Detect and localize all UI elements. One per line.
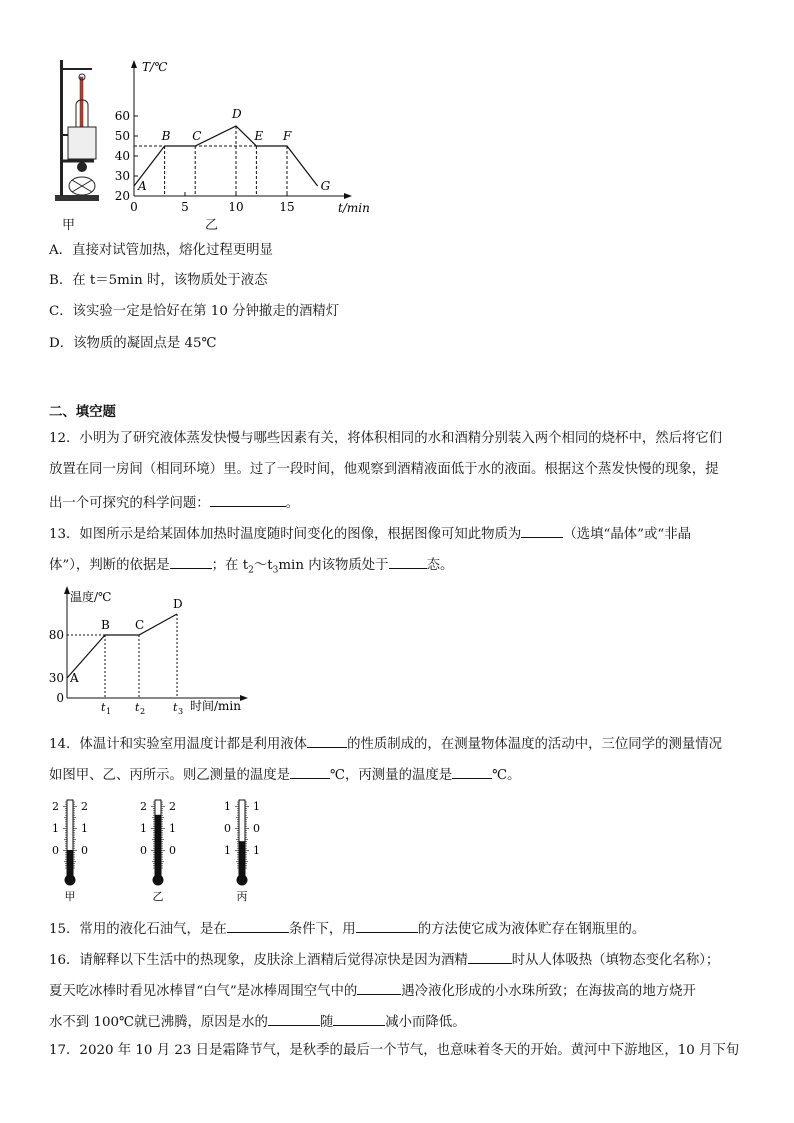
temperature-time-chart: [112, 58, 374, 218]
q14-line-2: [49, 764, 521, 785]
x-tick-sub-2: 2: [140, 707, 146, 716]
thermometer-2-right-label-2: 0: [169, 844, 176, 857]
q16-text-3: 夏天吃冰棒时看见冰棒冒“白气”是冰棒周围空气中的: [49, 984, 358, 999]
y-tick-label-0: 0: [56, 691, 64, 705]
thermometer-liquid: [239, 841, 245, 876]
thermometer-liquid: [67, 850, 73, 876]
thermometer-2: [140, 800, 176, 903]
section-title: 二、填空题: [49, 404, 116, 420]
q11-option-d: D．该物质的凝固点是 45℃: [49, 336, 217, 351]
q12-text: 出一个可探究的科学问题：: [49, 496, 210, 511]
thermometer-1-right-label-2: 0: [81, 844, 88, 857]
y-tick-label-30: 30: [114, 169, 130, 183]
thermometer-1-left-label-1: 1: [52, 822, 59, 835]
y-tick-label-30: 30: [48, 671, 64, 685]
q15-blank-2[interactable]: [356, 918, 418, 933]
q13-text-6: min 内该物质处于: [278, 558, 389, 573]
thermometer-1: [52, 800, 88, 903]
q15-text-1: 15．常用的液化石油气，是在: [49, 922, 227, 937]
y-axis-arrow: [131, 60, 137, 68]
x-tick-label-15: 15: [279, 200, 295, 214]
q13-text-3: 体”），判断的依据是: [49, 558, 170, 573]
q15-text-2: 条件下，用: [288, 922, 356, 937]
q16-text-2: 时从人体吸热（填物态变化名称）；: [511, 953, 720, 968]
q14-text-4: ℃，丙测量的温度是: [330, 768, 453, 783]
thermometer-3-right-label-2: 1: [253, 844, 260, 857]
x-tick-sub-1: 1: [106, 707, 112, 716]
thermometer-1-left-label-2: 0: [52, 844, 59, 857]
x-axis-arrow: [240, 695, 248, 701]
thermometer-2-right-label-1: 1: [169, 822, 176, 835]
q15-text-3: 的方法使它成为液体贮存在钢瓶里的。: [417, 922, 646, 937]
q12-end: 。: [285, 496, 300, 511]
point-label-A: A: [138, 179, 147, 193]
thermometer-2-left-label-2: 0: [140, 844, 147, 857]
x-axis-label: t/min: [338, 201, 370, 215]
q12-line-2: 放置在同一房间（相同环境）里。过了一段时间，他观察到酒精液面低于水的液面。根据这个蒸发快慢的现象，提: [49, 462, 719, 477]
q12-line-3: [49, 492, 299, 513]
chart-label: 乙: [205, 218, 219, 233]
q14-text-2: 的性质制成的，在测量物体温度的活动中，三位同学的测量情况: [347, 737, 723, 752]
x-tick-label-0: 0: [130, 200, 138, 214]
point-label-B: B: [161, 129, 171, 143]
heating-series-line: [67, 614, 177, 678]
thermometer-3: [224, 800, 260, 903]
thermometer-3-left-label-2: 1: [224, 844, 231, 857]
point-label-G: G: [320, 179, 331, 193]
x-tick-label-5: 5: [181, 200, 189, 214]
thermometer-3-left-label-0: 1: [224, 800, 231, 813]
q16-text-6: 随: [319, 1015, 334, 1030]
q13-blank-1[interactable]: [521, 523, 563, 538]
thermometer-3-right-label-1: 0: [253, 822, 260, 835]
burner-flame: [77, 162, 87, 172]
x-tick-label-t2: t: [135, 701, 140, 714]
q13-text-7: 态。: [426, 558, 454, 573]
q11-option-b: B．在 t＝5min 时，该物质处于液态: [49, 273, 268, 288]
thermometer-3-label: 丙: [236, 890, 248, 903]
x-tick-label-t3: t: [173, 701, 178, 714]
thermometer-bulb: [153, 875, 164, 886]
q16-line-1: [49, 949, 719, 970]
q12-answer-blank[interactable]: [210, 492, 286, 507]
beaker: [68, 127, 96, 159]
q16-text-4: 遇冷液化形成的小水珠所致；在海拔高的地方烧开: [401, 984, 696, 999]
x-tick-label-t1: t: [101, 701, 106, 714]
q16-blank-3[interactable]: [268, 1011, 320, 1026]
point-label-E: E: [254, 129, 264, 143]
q14-text-3: 如图甲、乙、丙所示。则乙测量的温度是: [49, 768, 291, 783]
thermometer-bulb: [237, 875, 248, 886]
q13-blank-2[interactable]: [170, 554, 212, 569]
q14-text-1: 14．体温计和实验室用温度计都是利用液体: [49, 737, 308, 752]
heating-curve-chart: [48, 584, 258, 720]
point-label-C: C: [135, 618, 145, 632]
x-tick-label-10: 10: [228, 200, 244, 214]
q12-line-1: 12．小明为了研究液体蒸发快慢与哪些因素有关，将体积相同的水和酒精分别装入两个相同的烧杯中，然后将它们: [49, 431, 723, 446]
q16-line-3: [49, 1011, 466, 1032]
thermometer-2-left-label-1: 1: [140, 822, 147, 835]
y-axis-label: 温度/℃: [70, 590, 112, 604]
q13-blank-3[interactable]: [389, 554, 427, 569]
thermometer-2-left-label-0: 2: [140, 800, 147, 813]
q17-line-1: 17．2020 年 10 月 23 日是霜降节气，是秋季的最后一个节气，也意味着冬天的开始。黄河中下游地区，10 月下旬: [49, 1043, 740, 1058]
thermometer-1-right-label-0: 2: [81, 800, 88, 813]
q15-line: [49, 918, 645, 939]
q13-text-1: 13．如图所示是给某固体加热时温度随时间变化的图像，根据图像可知此物质为: [49, 527, 522, 542]
point-label-D: D: [173, 597, 183, 611]
q16-blank-1[interactable]: [468, 949, 512, 964]
y-tick-label-20: 20: [114, 189, 130, 203]
point-label-F: F: [283, 129, 292, 143]
q16-line-2: [49, 980, 696, 1001]
q13-text-2: （选填“晶体”或“非晶: [563, 527, 691, 542]
q16-blank-4[interactable]: [333, 1011, 385, 1026]
thermometers-figure: [40, 796, 280, 904]
y-tick-label-50: 50: [114, 129, 130, 143]
thermometer-liquid: [155, 815, 161, 876]
thermometer-3-right-label-0: 1: [253, 800, 260, 813]
q13-sub-3: 3: [272, 565, 279, 576]
y-tick-label-60: 60: [114, 109, 130, 123]
q13-text-5: ～t: [253, 558, 273, 573]
x-axis-label: 时间/min: [190, 699, 241, 713]
x-tick-sub-3: 3: [178, 707, 184, 716]
thermometer-1-right-label-1: 1: [81, 822, 88, 835]
point-label-D: D: [232, 107, 242, 121]
q13-line-1: [49, 523, 691, 544]
point-label-B: B: [101, 618, 110, 632]
q11-option-a: A．直接对试管加热，熔化过程更明显: [49, 243, 273, 258]
x-axis-arrow: [344, 193, 352, 199]
y-axis-label: T/℃: [142, 60, 168, 74]
thermometer-1-left-label-0: 2: [52, 800, 59, 813]
q14-blank-2[interactable]: [290, 764, 330, 779]
thermometer-1-label: 甲: [64, 890, 76, 903]
q14-line-1: [49, 733, 722, 754]
q16-text-1: 16．请解释以下生活中的热现象，皮肤涂上酒精后觉得凉快是因为酒精: [49, 953, 468, 968]
q16-text-7: 减小而降低。: [385, 1015, 466, 1030]
thermometer-2-label: 乙: [152, 890, 164, 903]
q15-blank-1[interactable]: [227, 918, 289, 933]
q16-blank-2[interactable]: [357, 980, 401, 995]
apparatus-figure: [52, 55, 102, 215]
thermometer-2-right-label-0: 2: [169, 800, 176, 813]
q13-sub-2: 2: [248, 565, 254, 576]
q14-text-5: ℃。: [492, 768, 521, 783]
point-label-C: C: [192, 129, 202, 143]
y-tick-label-80: 80: [48, 628, 64, 642]
apparatus-label: 甲: [62, 218, 76, 233]
y-tick-label-40: 40: [114, 149, 130, 163]
point-label-A: A: [70, 671, 79, 685]
q13-line-2: [49, 554, 453, 580]
q14-blank-3[interactable]: [452, 764, 492, 779]
q14-blank-1[interactable]: [307, 733, 347, 748]
thermometer-bulb: [65, 875, 76, 886]
q13-text-4: ；在 t: [211, 558, 249, 573]
apparatus-rod: [60, 60, 63, 196]
thermometer-3-left-label-1: 0: [224, 822, 231, 835]
q16-text-5: 水不到 100℃就已沸腾，原因是水的: [49, 1015, 268, 1030]
q11-option-c: C．该实验一定是恰好在第 10 分钟撤走的酒精灯: [49, 304, 340, 319]
